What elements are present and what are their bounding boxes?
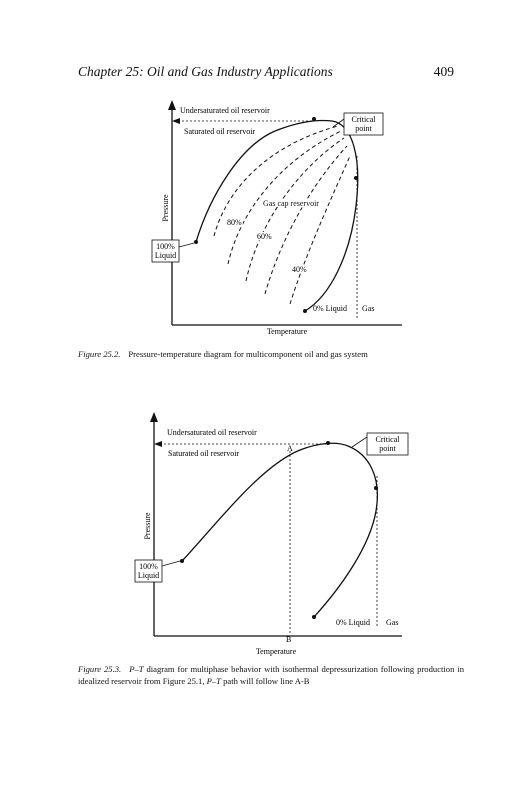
y-axis-arrowhead — [168, 100, 176, 110]
temperature-axis-label: Temperature — [255, 647, 297, 656]
gas-label: Gas — [386, 618, 399, 627]
liquid-100-label-line2: Liquid — [137, 571, 160, 580]
gas-label: Gas — [362, 304, 375, 313]
undersaturated-label: Undersaturated oil reservoir — [180, 106, 270, 115]
liquid-100-label-line1: 100% — [139, 562, 158, 571]
pct-60-label: 60% — [257, 232, 272, 241]
liquid-100-leader — [162, 561, 180, 566]
figure-25-3-caption — [78, 663, 464, 687]
bubble-point-start — [180, 559, 184, 563]
figure-25-2-caption-text: Pressure-temperature diagram for multicomponent oil and gas system — [128, 349, 368, 359]
dew-point-end — [303, 309, 307, 313]
caption-text-2: diagram for multiphase behavior with isothermal depressurization following production in idealized reservoir from Figure 25.1, — [78, 664, 465, 686]
point-a-label: A — [287, 444, 293, 453]
figure-25-2-pt-diagram — [0, 96, 532, 336]
phase-envelope — [196, 120, 358, 311]
point-b-label: B — [286, 635, 292, 644]
gas-cap-label: Gas cap reservoir — [263, 199, 319, 208]
undersaturated-arrowhead — [154, 441, 162, 447]
dew-point-end — [312, 615, 316, 619]
bubble-point-start — [194, 240, 198, 244]
figure-25-3-pt-diagram — [0, 406, 532, 656]
quality-lines — [214, 126, 350, 304]
liquid-0-label: 0% Liquid — [336, 618, 370, 627]
pressure-axis-label: Pressure — [161, 194, 170, 222]
quality-line-40 — [246, 138, 344, 281]
figure-25-2-caption-label: Figure 25.2. — [78, 349, 121, 359]
caption-pt-1: P–T — [129, 664, 144, 674]
critical-point-label-line2: point — [355, 124, 372, 133]
temperature-axis-label: Temperature — [266, 327, 308, 336]
liquid-0-label: 0% Liquid — [313, 304, 347, 313]
critical-point-label-line2: point — [379, 444, 396, 453]
saturated-label: Saturated oil reservoir — [184, 127, 256, 136]
figure-25-3-caption-label: Figure 25.3. — [78, 664, 122, 674]
figure-25-2-caption — [78, 348, 464, 360]
y-axis-arrowhead — [150, 412, 158, 422]
liquid-100-label-line1: 100% — [156, 242, 175, 251]
critical-point-marker — [312, 117, 316, 121]
critical-point-label-line1: Critical — [351, 115, 376, 124]
undersaturated-label: Undersaturated oil reservoir — [167, 428, 257, 437]
quality-line-10 — [290, 156, 350, 304]
pct-40-label: 40% — [292, 265, 307, 274]
liquid-100-label-line2: Liquid — [154, 251, 177, 260]
pressure-axis-label: Pressure — [143, 512, 152, 540]
chapter-title: Chapter 25: Oil and Gas Industry Applications — [78, 64, 333, 79]
critical-point-leader — [352, 437, 367, 447]
undersaturated-arrowhead — [172, 118, 180, 124]
page-number: 409 — [433, 64, 454, 79]
liquid-100-leader — [179, 243, 194, 247]
page-header — [78, 64, 454, 82]
pct-80-label: 80% — [227, 218, 242, 227]
phase-envelope — [182, 443, 377, 617]
critical-point-marker — [326, 441, 330, 445]
critical-point-label-line1: Critical — [375, 435, 400, 444]
saturated-label: Saturated oil reservoir — [168, 449, 240, 458]
caption-text-4: path will follow line A-B — [220, 676, 310, 686]
axes — [150, 412, 402, 636]
caption-pt-2: P–T — [206, 676, 221, 686]
quality-line-60 — [228, 131, 341, 264]
